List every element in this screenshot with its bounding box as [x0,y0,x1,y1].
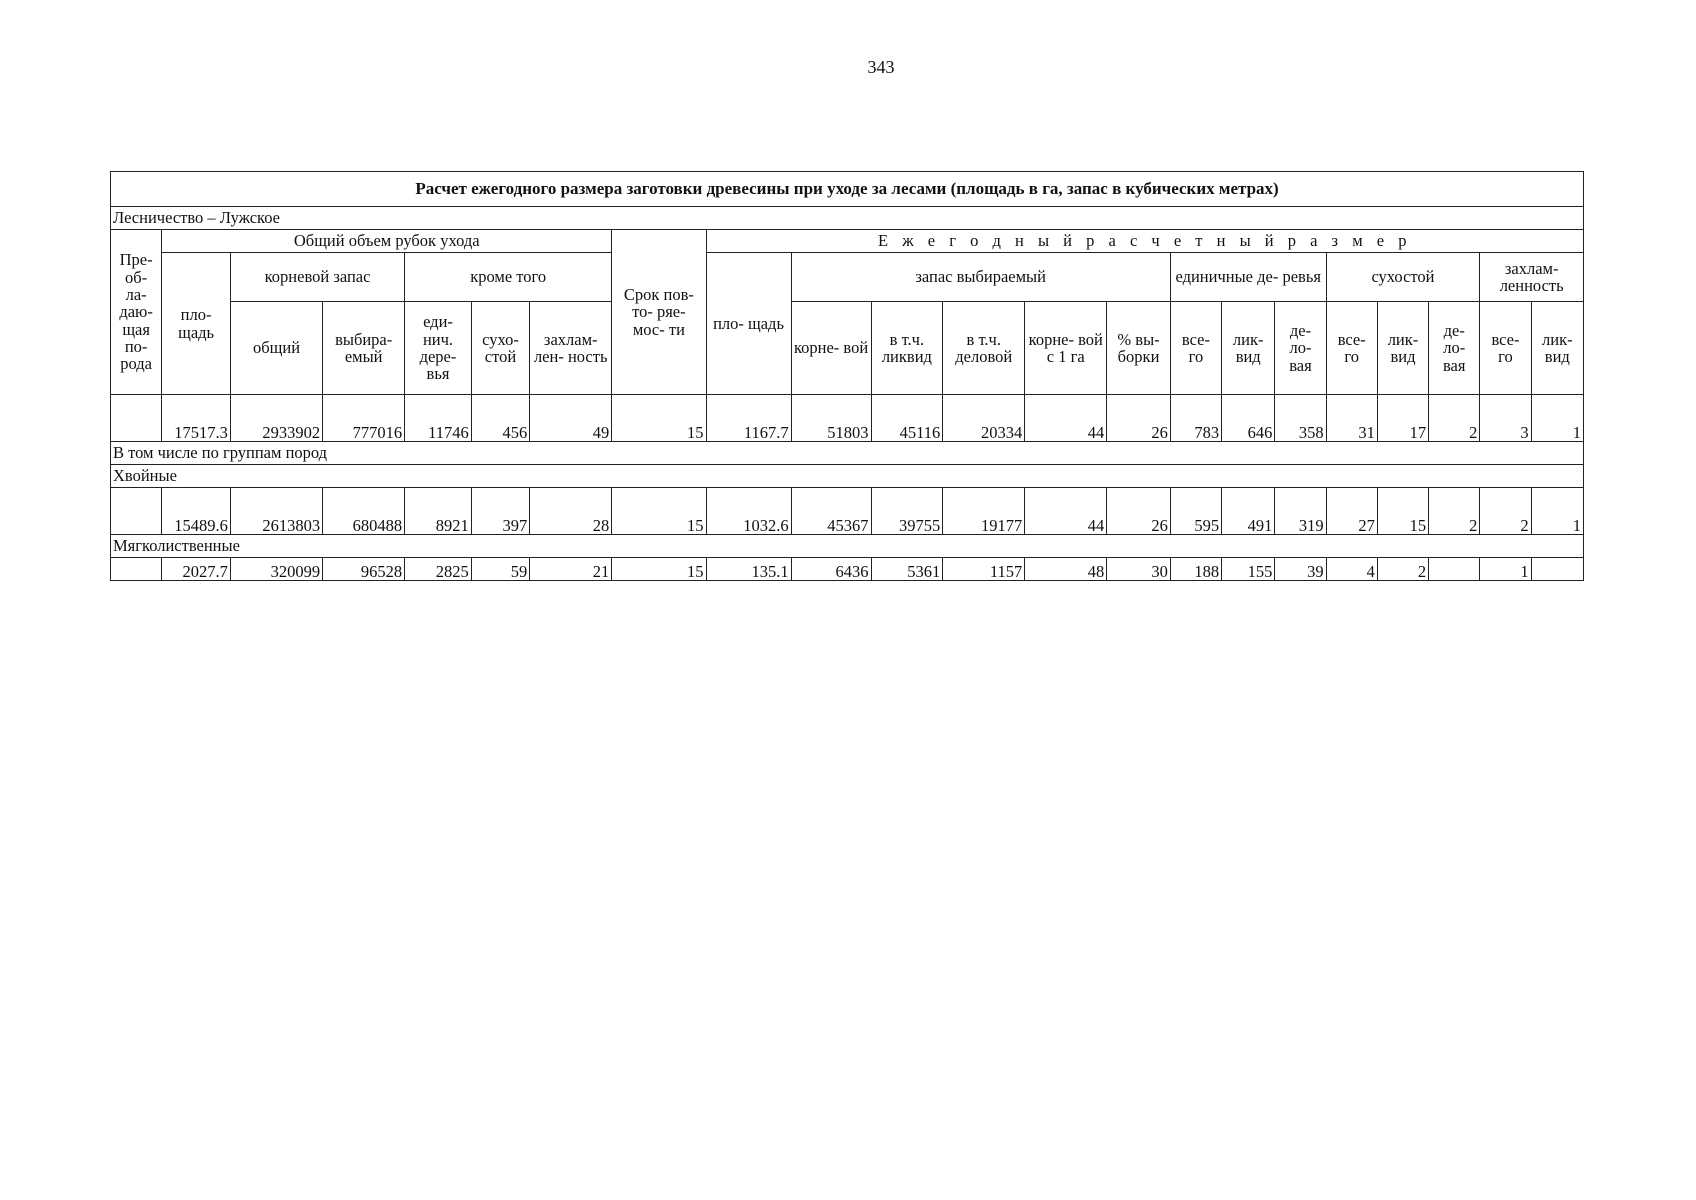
cell-annual-area: 1032.6 [706,488,791,535]
cell-root-selected: 680488 [323,488,405,535]
cell-pct: 30 [1107,558,1171,581]
cell-litter: 28 [530,488,612,535]
cell-st-business: 39 [1275,558,1326,581]
harvest-calculation-table [110,171,1584,581]
header-root-selected: выбира- емый [323,302,405,395]
cell-single-trees: 11746 [405,395,472,442]
cell-dw-liquid: 2 [1377,558,1428,581]
cell-business: 1157 [943,558,1025,581]
cell-st-business: 319 [1275,488,1326,535]
header-area: пло- щадь [162,253,231,395]
header-deadwood-business: де- ло- вая [1429,302,1480,395]
header-root: корне- вой [791,302,871,395]
cell-area: 15489.6 [162,488,231,535]
forestry-label: Лесничество – Лужское [111,207,1584,230]
cell-st-business: 358 [1275,395,1326,442]
cell-annual-area: 1167.7 [706,395,791,442]
cell-root-selected: 777016 [323,395,405,442]
cell-dw-business: 2 [1429,488,1480,535]
cell-dw-all: 31 [1326,395,1377,442]
cell-litter: 21 [530,558,612,581]
header-single-business: де- ло- вая [1275,302,1326,395]
table-title: Расчет ежегодного размера заготовки древесины при уходе за лесами (площадь в га, запас в кубических метрах) [111,172,1584,207]
header-single-trees: еди- нич. дере- вья [405,302,472,395]
header-litter-group: захлам- ленность [1480,253,1584,302]
cell-period: 15 [612,558,706,581]
cell-species [111,558,162,581]
cell-species [111,488,162,535]
header-pct-selection: % вы- борки [1107,302,1171,395]
cell-single-trees: 2825 [405,558,472,581]
group-label-softwood: Мягколиственные [111,535,1584,558]
cell-dw-liquid: 15 [1377,488,1428,535]
header-single-liquid: лик- вид [1222,302,1275,395]
header-annual-group: Е ж е г о д н ы й р а с ч е т н ы й р а з м е р [706,230,1583,253]
cell-per-ha: 44 [1025,488,1107,535]
cell-lt-liquid: 1 [1531,488,1583,535]
cell-lt-all: 2 [1480,488,1531,535]
table-row-softwood [111,558,1584,581]
header-incl-business: в т.ч. деловой [943,302,1025,395]
cell-root-selected: 96528 [323,558,405,581]
cell-dw-business: 2 [1429,395,1480,442]
header-deadwood-liquid: лик- вид [1377,302,1428,395]
table-row-conifers [111,488,1584,535]
cell-dw-all: 4 [1326,558,1377,581]
table-row-total [111,395,1584,442]
header-incl-liquid: в т.ч. ликвид [871,302,943,395]
cell-st-all: 783 [1170,395,1221,442]
header-selected-stock: запас выбираемый [791,253,1170,302]
cell-dw-business [1429,558,1480,581]
cell-business: 19177 [943,488,1025,535]
header-root-total: общий [230,302,322,395]
cell-area: 2027.7 [162,558,231,581]
cell-st-liquid: 155 [1222,558,1275,581]
header-root-stock: корневой запас [230,253,404,302]
cell-deadwood: 456 [471,395,529,442]
header-species: Пре- об- ла- даю- щая по- рода [111,230,162,395]
header-single-trees-group: единичные де- ревья [1170,253,1326,302]
cell-deadwood: 59 [471,558,529,581]
cell-st-all: 595 [1170,488,1221,535]
header-annual-area: пло- щадь [706,253,791,395]
cell-root-total: 320099 [230,558,322,581]
header-total-group: Общий объем рубок ухода [162,230,612,253]
cell-root: 45367 [791,488,871,535]
header-litter-all: все- го [1480,302,1531,395]
cell-root-total: 2933902 [230,395,322,442]
cell-lt-all: 3 [1480,395,1531,442]
cell-st-liquid: 491 [1222,488,1275,535]
cell-root: 51803 [791,395,871,442]
header-period: Срок пов- то- ряе- мос- ти [612,230,706,395]
header-deadwood-all: все- го [1326,302,1377,395]
cell-single-trees: 8921 [405,488,472,535]
header-deadwood-group: сухостой [1326,253,1480,302]
header-deadwood: сухо- стой [471,302,529,395]
header-single-all: все- го [1170,302,1221,395]
cell-lt-liquid: 1 [1531,395,1583,442]
cell-liquid: 45116 [871,395,943,442]
cell-lt-all: 1 [1480,558,1531,581]
header-litter-liquid: лик- вид [1531,302,1583,395]
page-number: 343 [867,57,895,77]
cell-deadwood: 397 [471,488,529,535]
cell-lt-liquid [1531,558,1583,581]
header-litter: захлам- лен- ность [530,302,612,395]
cell-annual-area: 135.1 [706,558,791,581]
cell-root: 6436 [791,558,871,581]
cell-pct: 26 [1107,395,1171,442]
cell-liquid: 39755 [871,488,943,535]
cell-per-ha: 44 [1025,395,1107,442]
group-label-by-groups: В том числе по группам пород [111,442,1584,465]
cell-per-ha: 48 [1025,558,1107,581]
cell-business: 20334 [943,395,1025,442]
header-root-per-ha: корне- вой с 1 га [1025,302,1107,395]
cell-period: 15 [612,395,706,442]
cell-litter: 49 [530,395,612,442]
cell-pct: 26 [1107,488,1171,535]
cell-area: 17517.3 [162,395,231,442]
cell-root-total: 2613803 [230,488,322,535]
cell-liquid: 5361 [871,558,943,581]
group-label-conifers: Хвойные [111,465,1584,488]
cell-species [111,395,162,442]
header-besides: кроме того [405,253,612,302]
cell-dw-all: 27 [1326,488,1377,535]
cell-period: 15 [612,488,706,535]
cell-st-liquid: 646 [1222,395,1275,442]
cell-dw-liquid: 17 [1377,395,1428,442]
cell-st-all: 188 [1170,558,1221,581]
